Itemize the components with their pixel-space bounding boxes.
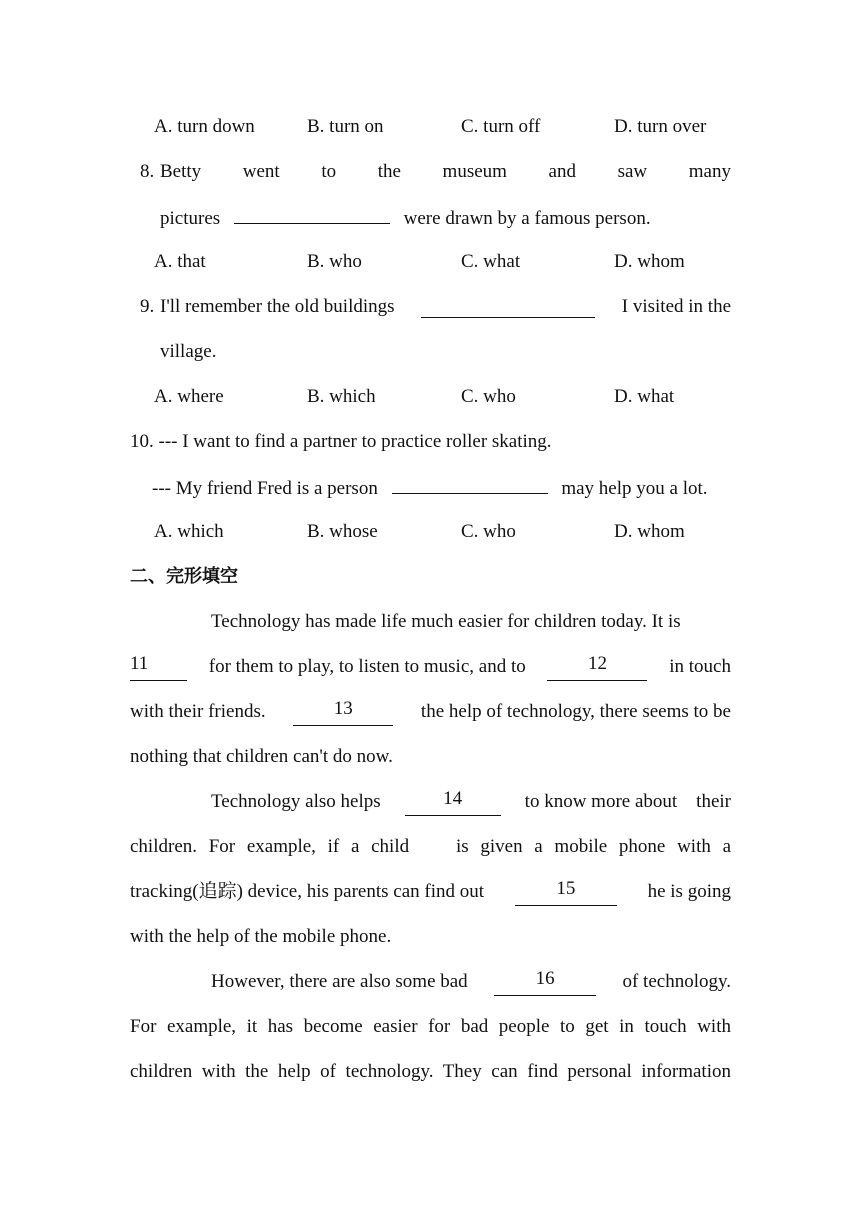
passage-p1-line3-after: the help of technology, there seems to be (420, 701, 731, 722)
q8-word: Betty (160, 161, 202, 182)
q7-option-b: B. turn on (307, 116, 384, 137)
q9-line2: village. (160, 341, 217, 362)
q9-line1 (160, 293, 731, 321)
q8-line2-before: pictures (160, 208, 221, 229)
blank-14: 14 (405, 788, 501, 816)
passage-p1-line3-before: with their friends. (130, 701, 266, 722)
blank-15: 15 (515, 878, 617, 906)
q9-line1-before: I'll remember the old buildings (160, 296, 395, 317)
blank-16: 16 (494, 968, 596, 996)
q10-line1 (130, 428, 552, 456)
q8-word: to (321, 161, 337, 182)
passage-p1-line2-end: in touch (669, 656, 731, 677)
q9-line1-after: I visited in the (621, 296, 731, 317)
passage-p1-line2 (130, 653, 731, 681)
q8-line2 (160, 203, 651, 231)
q8-answer-blank (234, 203, 390, 224)
passage-p2-line1 (211, 788, 731, 816)
q8-line1 (160, 158, 731, 186)
q8-word: the (377, 161, 401, 182)
passage-p1-line3 (130, 698, 731, 726)
section-heading: 二、完形填空 (130, 566, 238, 587)
q9-option-c: C. who (461, 386, 516, 407)
q7-option-a: A. turn down (154, 116, 255, 137)
q10-dialogue-1: --- I want to find a partner to practice roller skating. (158, 431, 552, 452)
q8-option-a: A. that (154, 251, 206, 272)
q9-option-b: B. which (307, 386, 376, 407)
q9-answer-blank (421, 297, 595, 318)
q7-option-d: D. turn over (614, 116, 707, 137)
passage-p2-line1-before: Technology also helps (211, 791, 381, 812)
q10-option-c: C. who (461, 521, 516, 542)
q7-option-c: C. turn off (461, 116, 541, 137)
passage-p3-line2: For example, it has become easier for bad people to get in touch with (130, 1016, 731, 1037)
q10-option-d: D. whom (614, 521, 685, 542)
q10-option-a: A. which (154, 521, 224, 542)
passage-p3-line1-before: However, there are also some bad (211, 971, 468, 992)
q8-word: went (242, 161, 280, 182)
q10-option-b: B. whose (307, 521, 378, 542)
blank-11: 11 (130, 653, 187, 681)
q8-option-d: D. whom (614, 251, 685, 272)
q9-number: 9. (140, 296, 155, 317)
passage-p3-line1 (211, 968, 731, 996)
q8-word: and (548, 161, 576, 182)
q8-word: saw (617, 161, 648, 182)
q10-number: 10. (130, 431, 154, 452)
q8-option-b: B. who (307, 251, 362, 272)
q8-line2-after: were drawn by a famous person. (403, 208, 651, 229)
passage-p1-line4: nothing that children can't do now. (130, 746, 393, 767)
q10-line2-after: may help you a lot. (561, 478, 708, 499)
passage-p2-line3-before: tracking(追踪) device, his parents can find out (130, 881, 485, 902)
passage-p1-line1: Technology has made life much easier for children today. It is (211, 611, 681, 632)
q8-word: many (688, 161, 731, 182)
passage-p2-line2: children. For example, if a child is given a mobile phone with a (130, 836, 731, 857)
q8-option-c: C. what (461, 251, 521, 272)
q9-option-a: A. where (154, 386, 224, 407)
passage-p2-line3-after: he is going (647, 881, 731, 902)
passage-p2-line3 (130, 878, 731, 906)
blank-13: 13 (293, 698, 393, 726)
passage-p2-line4: with the help of the mobile phone. (130, 926, 392, 947)
q10-line2-before: --- My friend Fred is a person (152, 478, 378, 499)
q10-answer-blank (392, 473, 548, 494)
q8-word: museum (442, 161, 507, 182)
passage-p3-line1-after: of technology. (622, 971, 731, 992)
passage-p1-line2-mid: for them to play, to listen to music, and to (208, 656, 526, 677)
q10-line2 (152, 473, 708, 501)
blank-12: 12 (547, 653, 647, 681)
passage-p2-line1-after: to know more about their (524, 791, 731, 812)
q8-number: 8. (140, 161, 155, 182)
q9-option-d: D. what (614, 386, 675, 407)
passage-p3-line3: children with the help of technology. They can find personal information (130, 1061, 731, 1082)
